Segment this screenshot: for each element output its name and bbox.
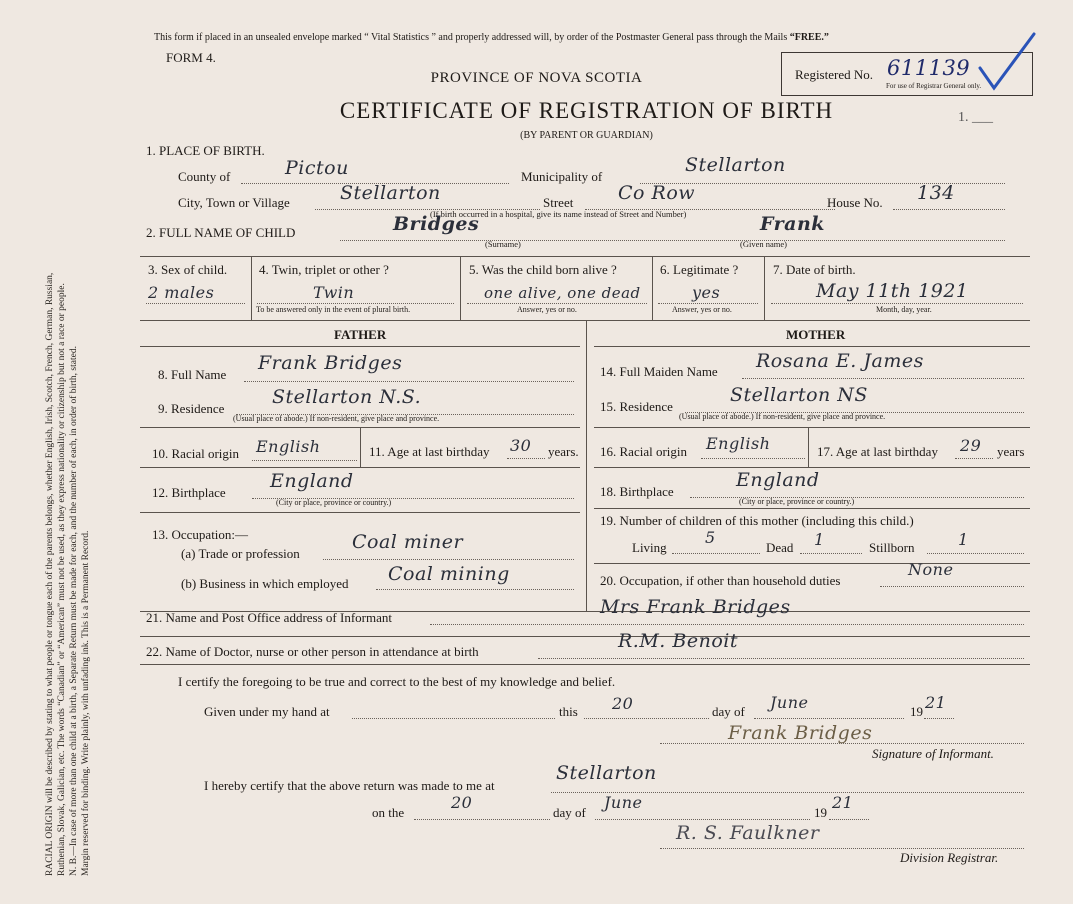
registrar-statement: I hereby certify that the above return was made to me at [204, 778, 495, 793]
child-name-label: 2. FULL NAME OF CHILD [146, 225, 296, 240]
father-residence-value: Stellarton N.S. [272, 386, 422, 408]
province-heading: PROVINCE OF NOVA SCOTIA [430, 70, 643, 86]
mother-name-label: 14. Full Maiden Name [600, 364, 718, 379]
date-value: May 11th 1921 [816, 280, 969, 302]
mother-age-value: 29 [960, 436, 982, 455]
registrar-note: For use of Registrar General only. [886, 82, 982, 90]
father-trade-label: (a) Trade or profession [181, 546, 300, 561]
child-surname: Bridges [393, 213, 480, 235]
city-label: City, Town or Village [178, 195, 290, 210]
registrar-signature-label: Division Registrar. [900, 850, 999, 865]
alive-hint: Answer, yes or no. [517, 305, 577, 314]
father-trade-value: Coal miner [352, 531, 464, 553]
registrar-year-prefix: 19 [814, 805, 827, 820]
father-age-label: 11. Age at last birthday [369, 444, 490, 459]
father-heading: FATHER [334, 327, 387, 342]
mother-age-label: 17. Age at last birthday [817, 444, 938, 459]
mail-notice-text: This form if placed in an unsealed envelope marked “ Vital Statistics ” and properly addressed will, by order of the Postmaster General pass through the Mails [154, 32, 788, 43]
mother-stillborn-label: Stillborn [869, 540, 915, 555]
street-value: Co Row [618, 182, 696, 204]
street-label: Street [543, 195, 574, 210]
mother-residence-value: Stellarton NS [730, 384, 868, 406]
date-hint: Month, day, year. [876, 305, 932, 314]
county-value: Pictou [285, 157, 349, 179]
mother-birthplace-label: 18. Birthplace [600, 484, 674, 499]
registrar-month: June [604, 793, 643, 812]
legitimate-value: yes [692, 283, 721, 302]
sex-value: 2 males [148, 283, 215, 302]
mother-birthplace-hint: (City or place, province or country.) [739, 497, 855, 506]
father-residence-label: 9. Residence [158, 401, 225, 416]
checkmark-icon [950, 30, 1040, 100]
mother-living-value: 5 [705, 528, 716, 547]
hospital-note: (If birth occurred in a hospital, give its name instead of Street and Number) [430, 209, 687, 219]
twin-hint: To be answered only in the event of plural birth. [256, 305, 411, 314]
margin-instructions [44, 76, 92, 876]
date-label: 7. Date of birth. [773, 262, 856, 277]
municipality-label: Municipality of [521, 169, 603, 184]
mother-birthplace-value: England [736, 469, 820, 491]
father-business-label: (b) Business in which employed [181, 576, 349, 591]
child-given-name: Frank [760, 213, 825, 235]
twin-value: Twin [313, 283, 355, 302]
father-name-label: 8. Full Name [158, 367, 227, 382]
certification-month: June [770, 693, 809, 712]
mother-occupation-value: None [908, 560, 954, 579]
county-label: County of [178, 169, 231, 184]
mother-racial-value: English [706, 434, 771, 453]
father-birthplace-value: England [270, 470, 354, 492]
informant-signature: Frank Bridges [728, 722, 873, 744]
registrar-on-the-label: on the [372, 805, 405, 820]
registered-label: Registered No. [795, 67, 873, 82]
racial-origin-note-1: RACIAL ORIGIN will be described by stating to what people or tongue each of the parents belongs, whether English, Irish, Scotch, French, German, Russian, [45, 272, 55, 876]
father-racial-label: 10. Racial origin [152, 446, 240, 461]
mother-heading: MOTHER [786, 327, 846, 342]
mother-stillborn-value: 1 [958, 530, 969, 549]
certification-day: 20 [612, 694, 634, 713]
house-label: House No. [827, 195, 883, 210]
twin-label: 4. Twin, triplet or other ? [259, 262, 389, 277]
certification-day-of-label: day of [712, 704, 745, 719]
given-name-hint: (Given name) [740, 239, 787, 249]
doctor-value: R.M. Benoit [618, 630, 738, 652]
binding-note: Margin reserved for binding. Write plainly, with unfading ink. This is a Permanent Record. [81, 530, 91, 876]
registrar-signature: R. S. Faulkner [676, 822, 820, 844]
surname-hint: (Surname) [485, 239, 521, 249]
father-birthplace-label: 12. Birthplace [152, 485, 226, 500]
registrar-place: Stellarton [556, 762, 657, 784]
municipality-value: Stellarton [685, 154, 786, 176]
father-residence-hint: (Usual place of abode.) If non-resident, give place and province. [233, 414, 440, 423]
father-occupation-label: 13. Occupation:— [152, 527, 249, 542]
city-value: Stellarton [340, 182, 441, 204]
mother-living-label: Living [632, 540, 667, 555]
racial-origin-note-2: Ruthenian, Slovak, Galician, etc. The words “Canadian” or “American” must not be used, as they express nationality or citizenship but not a race or people. [57, 283, 67, 876]
doctor-label: 22. Name of Doctor, nurse or other person in attendance at birth [146, 644, 479, 659]
certification-year-prefix: 19 [910, 704, 923, 719]
certification-statement: I certify the foregoing to be true and correct to the best of my knowledge and belief. [178, 674, 616, 689]
mother-children-label: 19. Number of children of this mother (including this child.) [600, 513, 914, 528]
multiple-birth-note: N. B.—In case of more than one child at a birth, a Separate Return must be made for each, and the number of each, in order of birth, stated. [69, 346, 79, 876]
mother-residence-hint: (Usual place of abode.) If non-resident, give place and province. [679, 412, 886, 421]
registrar-day-of-label: day of [553, 805, 586, 820]
legitimate-hint: Answer, yes or no. [672, 305, 732, 314]
form-number: FORM 4. [166, 50, 216, 65]
certification-year: 21 [925, 693, 947, 712]
place-of-birth-label: 1. PLACE OF BIRTH. [146, 143, 265, 158]
father-racial-value: English [256, 437, 321, 456]
alive-value: one alive, one dead [484, 284, 641, 302]
father-years-label: years. [548, 444, 579, 459]
mother-name-value: Rosana E. James [756, 350, 924, 372]
mother-occupation-label: 20. Occupation, if other than household duties [600, 573, 841, 588]
registrar-day: 20 [451, 793, 473, 812]
father-business-value: Coal mining [388, 563, 510, 585]
mail-notice-free: “FREE.” [789, 32, 829, 43]
mother-dead-value: 1 [814, 530, 825, 549]
informant-value: Mrs Frank Bridges [600, 596, 791, 618]
mail-notice [154, 32, 829, 43]
father-birthplace-hint: (City or place, province or country.) [276, 498, 392, 507]
registered-number: 611139 [887, 56, 971, 80]
mother-years-label: years [997, 444, 1025, 459]
mother-residence-label: 15. Residence [600, 399, 673, 414]
father-name-value: Frank Bridges [258, 352, 403, 374]
mother-racial-label: 16. Racial origin [600, 444, 688, 459]
alive-label: 5. Was the child born alive ? [469, 262, 617, 277]
registrar-year: 21 [832, 793, 854, 812]
page-title: CERTIFICATE OF REGISTRATION OF BIRTH [339, 98, 834, 123]
informant-label: 21. Name and Post Office address of Informant [146, 610, 392, 625]
given-under-hand-label: Given under my hand at [204, 704, 330, 719]
sex-label: 3. Sex of child. [148, 262, 228, 277]
informant-signature-label: Signature of Informant. [872, 746, 994, 761]
mother-dead-label: Dead [766, 540, 794, 555]
house-value: 134 [917, 182, 955, 204]
father-age-value: 30 [510, 436, 532, 455]
margin-marks: 1. ___ [958, 110, 993, 125]
page-subtitle: (BY PARENT OR GUARDIAN) [520, 130, 653, 141]
this-label: this [559, 704, 578, 719]
legitimate-label: 6. Legitimate ? [660, 262, 739, 277]
